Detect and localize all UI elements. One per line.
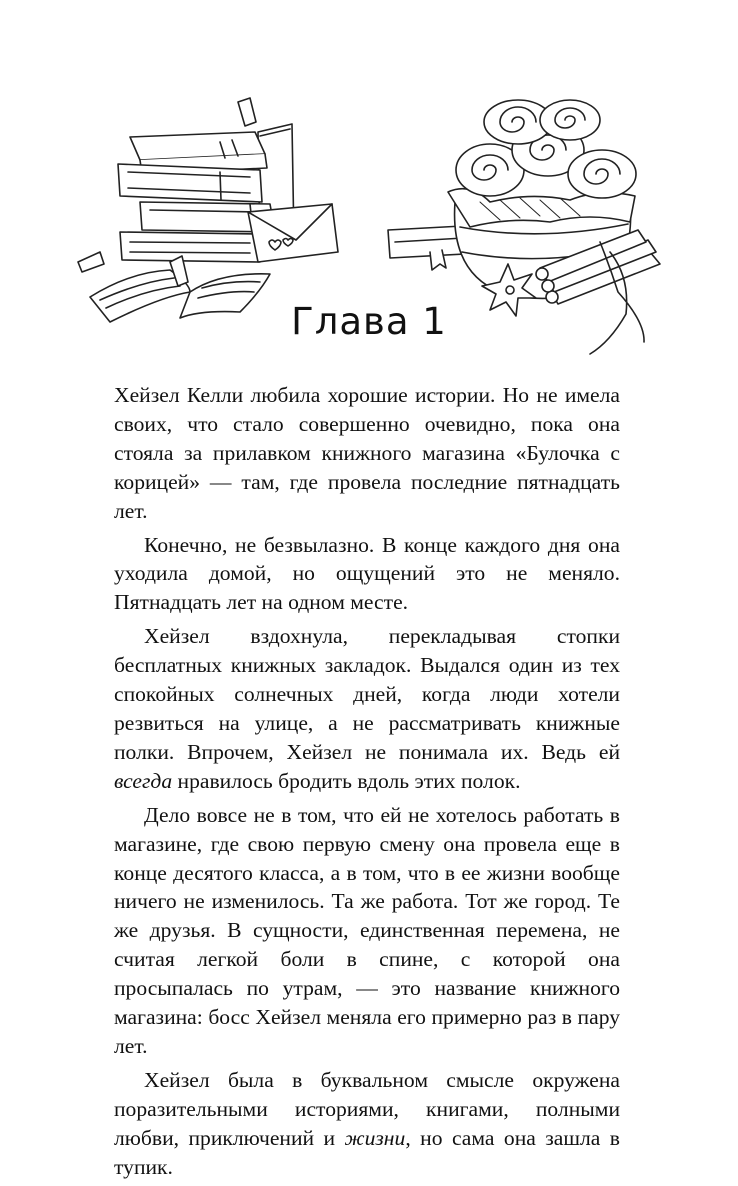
text-run: Хейзел была в буквальном смысле окружена поразительными историями, книгами, полными любви, приключений и — [114, 1067, 620, 1150]
text-run: Дело вовсе не в том, что ей не хотелось работать в магазине, где свою первую смену она провела еще в конце десятого класса, а в том, что в ее жизни вообще ничего не изменилось. Та же работа. Тот же город. Те же друзья. В сущности, единственная перемена, не считая легкой боли в спине, с которой она просыпалась по утрам, — это название книжного магазина: босс Хейзел меняла его примерно раз в пару лет. — [114, 802, 620, 1058]
text-run: , но сама она зашла в тупик. — [114, 1125, 620, 1179]
chapter-body-text — [114, 381, 620, 1186]
paragraph — [114, 801, 620, 1061]
italic-text: всегда — [114, 768, 173, 793]
text-run: Конечно, не безвылазно. В конце каждого дня она уходила домой, но ощущений это не меняло. Пятнадцать лет на одном месте. — [114, 532, 620, 615]
text-run: Хейзел вздохнула, перекладывая стопки бесплатных книжных закладок. Выдался один из тех спокойных солнечных дней, когда люди хотели резвиться на улице, а не рассматривать книжные полки. Впрочем, Хейзел не понимала их. Ведь ей — [114, 624, 620, 764]
text-run: Хейзел Келли любила хорошие истории. Но не имела своих, что стало совершенно очевидно, пока она стояла за прилавком книжного магазина «Булочка с корицей» — там, где провела последние пятнадцать лет. — [114, 383, 620, 523]
paragraph — [114, 622, 620, 795]
chapter-title: Глава 1 — [291, 300, 447, 343]
paragraph — [114, 531, 620, 618]
envelope-icon — [248, 204, 338, 262]
paragraph — [114, 1066, 620, 1182]
italic-text: жизни — [344, 1125, 406, 1150]
paragraph — [114, 381, 620, 526]
text-run: нравилось бродить вдоль этих полок. — [172, 768, 521, 793]
